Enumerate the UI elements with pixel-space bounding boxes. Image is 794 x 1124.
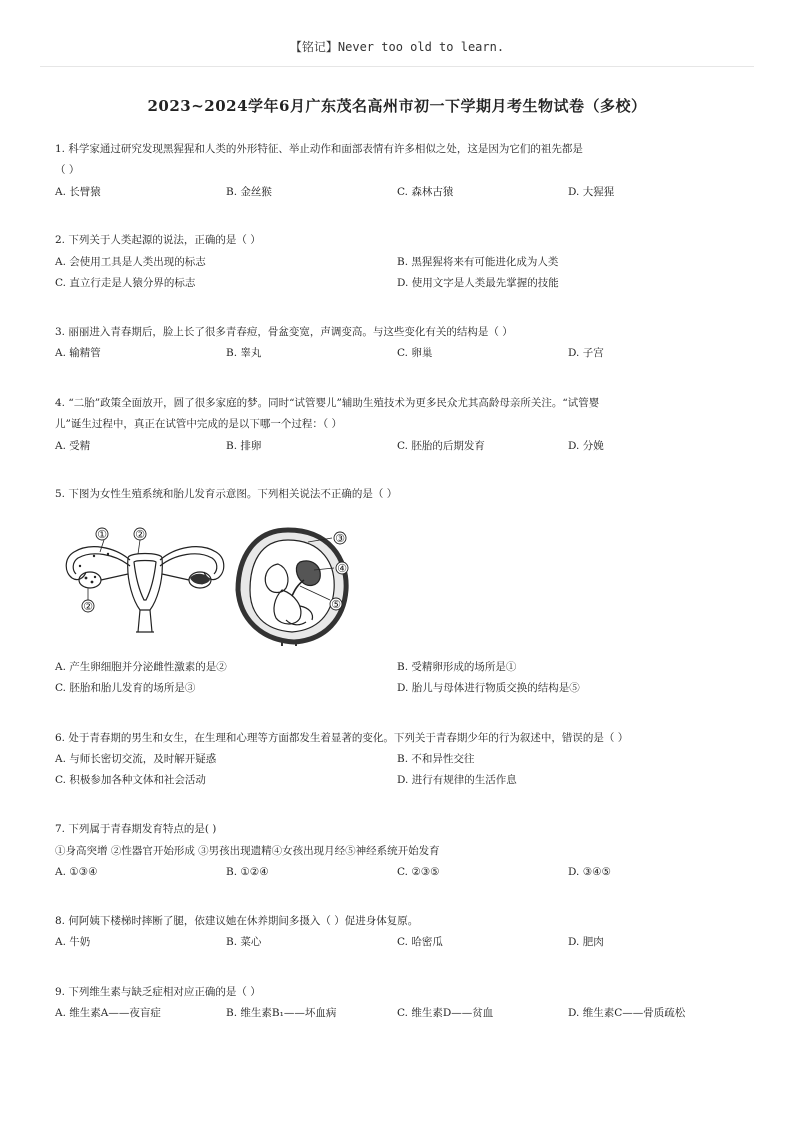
figure-label-4: ④ [337,562,347,575]
question-5-option-a[interactable]: A. 产生卵细胞并分泌雌性激素的是② [55,661,227,673]
question-7-option-b[interactable]: B. ①②④ [226,866,269,878]
question-5-option-b[interactable]: B. 受精卵形成的场所是① [397,661,517,673]
question-7-stem: 7. 下列属于青春期发育特点的是( ) [55,823,217,835]
question-1-stem: 1. 科学家通过研究发现黑猩猩和人类的外形特征、举止动作和面部表情有许多相似之处，这是因为它们的祖先都是 [55,143,583,155]
question-1-option-a[interactable]: A. 长臂猿 [55,186,101,198]
question-1-option-b[interactable]: B. 金丝猴 [226,186,272,198]
reproductive-system-figure [60,522,360,647]
question-2-option-d[interactable]: D. 使用文字是人类最先掌握的技能 [397,277,559,289]
page-header-motto: 【铭记】Never too old to learn. [289,40,505,54]
question-7-statements: ①身高突增 ②性器官开始形成 ③男孩出现遗精④女孩出现月经⑤神经系统开始发育 [55,845,440,857]
question-2-option-a[interactable]: A. 会使用工具是人类出现的标志 [55,256,206,268]
exam-title: 2023~2024学年6月广东茂名高州市初一下学期月考生物试卷（多校） [147,97,647,115]
question-9-option-d[interactable]: D. 维生素C——骨质疏松 [568,1007,686,1019]
question-4-stem-cont: 儿”诞生过程中，真正在试管中完成的是以下哪一个过程：（ ） [55,418,342,430]
question-6-option-a[interactable]: A. 与师长密切交流，及时解开疑惑 [55,753,217,765]
question-8-option-a[interactable]: A. 牛奶 [55,936,91,948]
question-1-option-c[interactable]: C. 森林古猿 [397,186,454,198]
question-9-option-a[interactable]: A. 维生素A——夜盲症 [55,1007,161,1019]
question-4-option-b[interactable]: B. 排卵 [226,440,262,452]
uterus-outline [128,554,163,611]
question-4-stem: 4. “二胎”政策全面放开，圆了很多家庭的梦。同时“试管婴儿”辅助生殖技术为更多民众尤其高龄母亲所关注。“试管婴 [55,397,600,409]
question-8-option-d[interactable]: D. 肥肉 [568,936,604,948]
question-5-stem: 5. 下图为女性生殖系统和胎儿发育示意图。下列相关说法不正确的是（ ） [55,488,398,500]
question-2-option-b[interactable]: B. 黑猩猩将来有可能进化成为人类 [397,256,559,268]
figure-label-1: ① [97,528,107,541]
question-3-option-b[interactable]: B. 睾丸 [226,347,262,359]
question-3-option-a[interactable]: A. 输精管 [55,347,101,359]
question-9-option-b[interactable]: B. 维生素B₁——坏血病 [226,1007,337,1019]
fetus-diagram [238,530,346,642]
question-7-option-c[interactable]: C. ②③⑤ [397,866,440,878]
question-8-option-c[interactable]: C. 哈密瓜 [397,936,443,948]
question-6-option-b[interactable]: B. 不和异性交往 [397,753,475,765]
amniotic-sac [250,540,334,632]
right-ovary-shading [190,574,210,585]
question-7-option-d[interactable]: D. ③④⑤ [568,866,611,878]
question-2-option-c[interactable]: C. 直立行走是人猿分界的标志 [55,277,196,289]
question-1-stem-cont: （ ） [55,164,80,176]
figure-label-2-ovary: ② [83,600,93,613]
figure-label-3: ③ [335,532,345,545]
question-3-stem: 3. 丽丽进入青春期后，脸上长了很多青春痘，骨盆变宽，声调变高。与这些变化有关的结构是（ ） [55,326,513,338]
question-6-stem: 6. 处于青春期的男生和女生，在生理和心理等方面都发生着显著的变化。下列关于青春期少年的行为叙述中，错误的是（ ） [55,732,629,744]
question-4-option-c[interactable]: C. 胚胎的后期发育 [397,440,485,452]
left-ovary [79,572,101,588]
question-7-option-a[interactable]: A. ①③④ [55,866,98,878]
figure-label-2: ② [135,528,145,541]
figure-label-5: ⑤ [331,598,341,611]
question-9-stem: 9. 下列维生素与缺乏症相对应正确的是（ ） [55,986,261,998]
question-5-option-c[interactable]: C. 胚胎和胎儿发育的场所是③ [55,682,196,694]
female-reproductive-diagram [66,547,224,632]
question-5-option-d[interactable]: D. 胎儿与母体进行物质交换的结构是⑤ [397,682,580,694]
question-6-option-d[interactable]: D. 进行有规律的生活作息 [397,774,517,786]
question-4-option-a[interactable]: A. 受精 [55,440,91,452]
question-6-option-c[interactable]: C. 积极参加各种文体和社会活动 [55,774,206,786]
question-8-stem: 8. 何阿姨下楼梯时摔断了腿，依建议她在休养期间多摄入（ ）促进身体复原。 [55,915,419,927]
question-8-option-b[interactable]: B. 菜心 [226,936,262,948]
question-3-option-c[interactable]: C. 卵巢 [397,347,433,359]
question-9-option-c[interactable]: C. 维生素D——贫血 [397,1007,494,1019]
question-1-option-d[interactable]: D. 大猩猩 [568,186,615,198]
question-2-stem: 2. 下列关于人类起源的说法，正确的是（ ） [55,234,261,246]
question-4-option-d[interactable]: D. 分娩 [568,440,604,452]
question-3-option-d[interactable]: D. 子宫 [568,347,604,359]
